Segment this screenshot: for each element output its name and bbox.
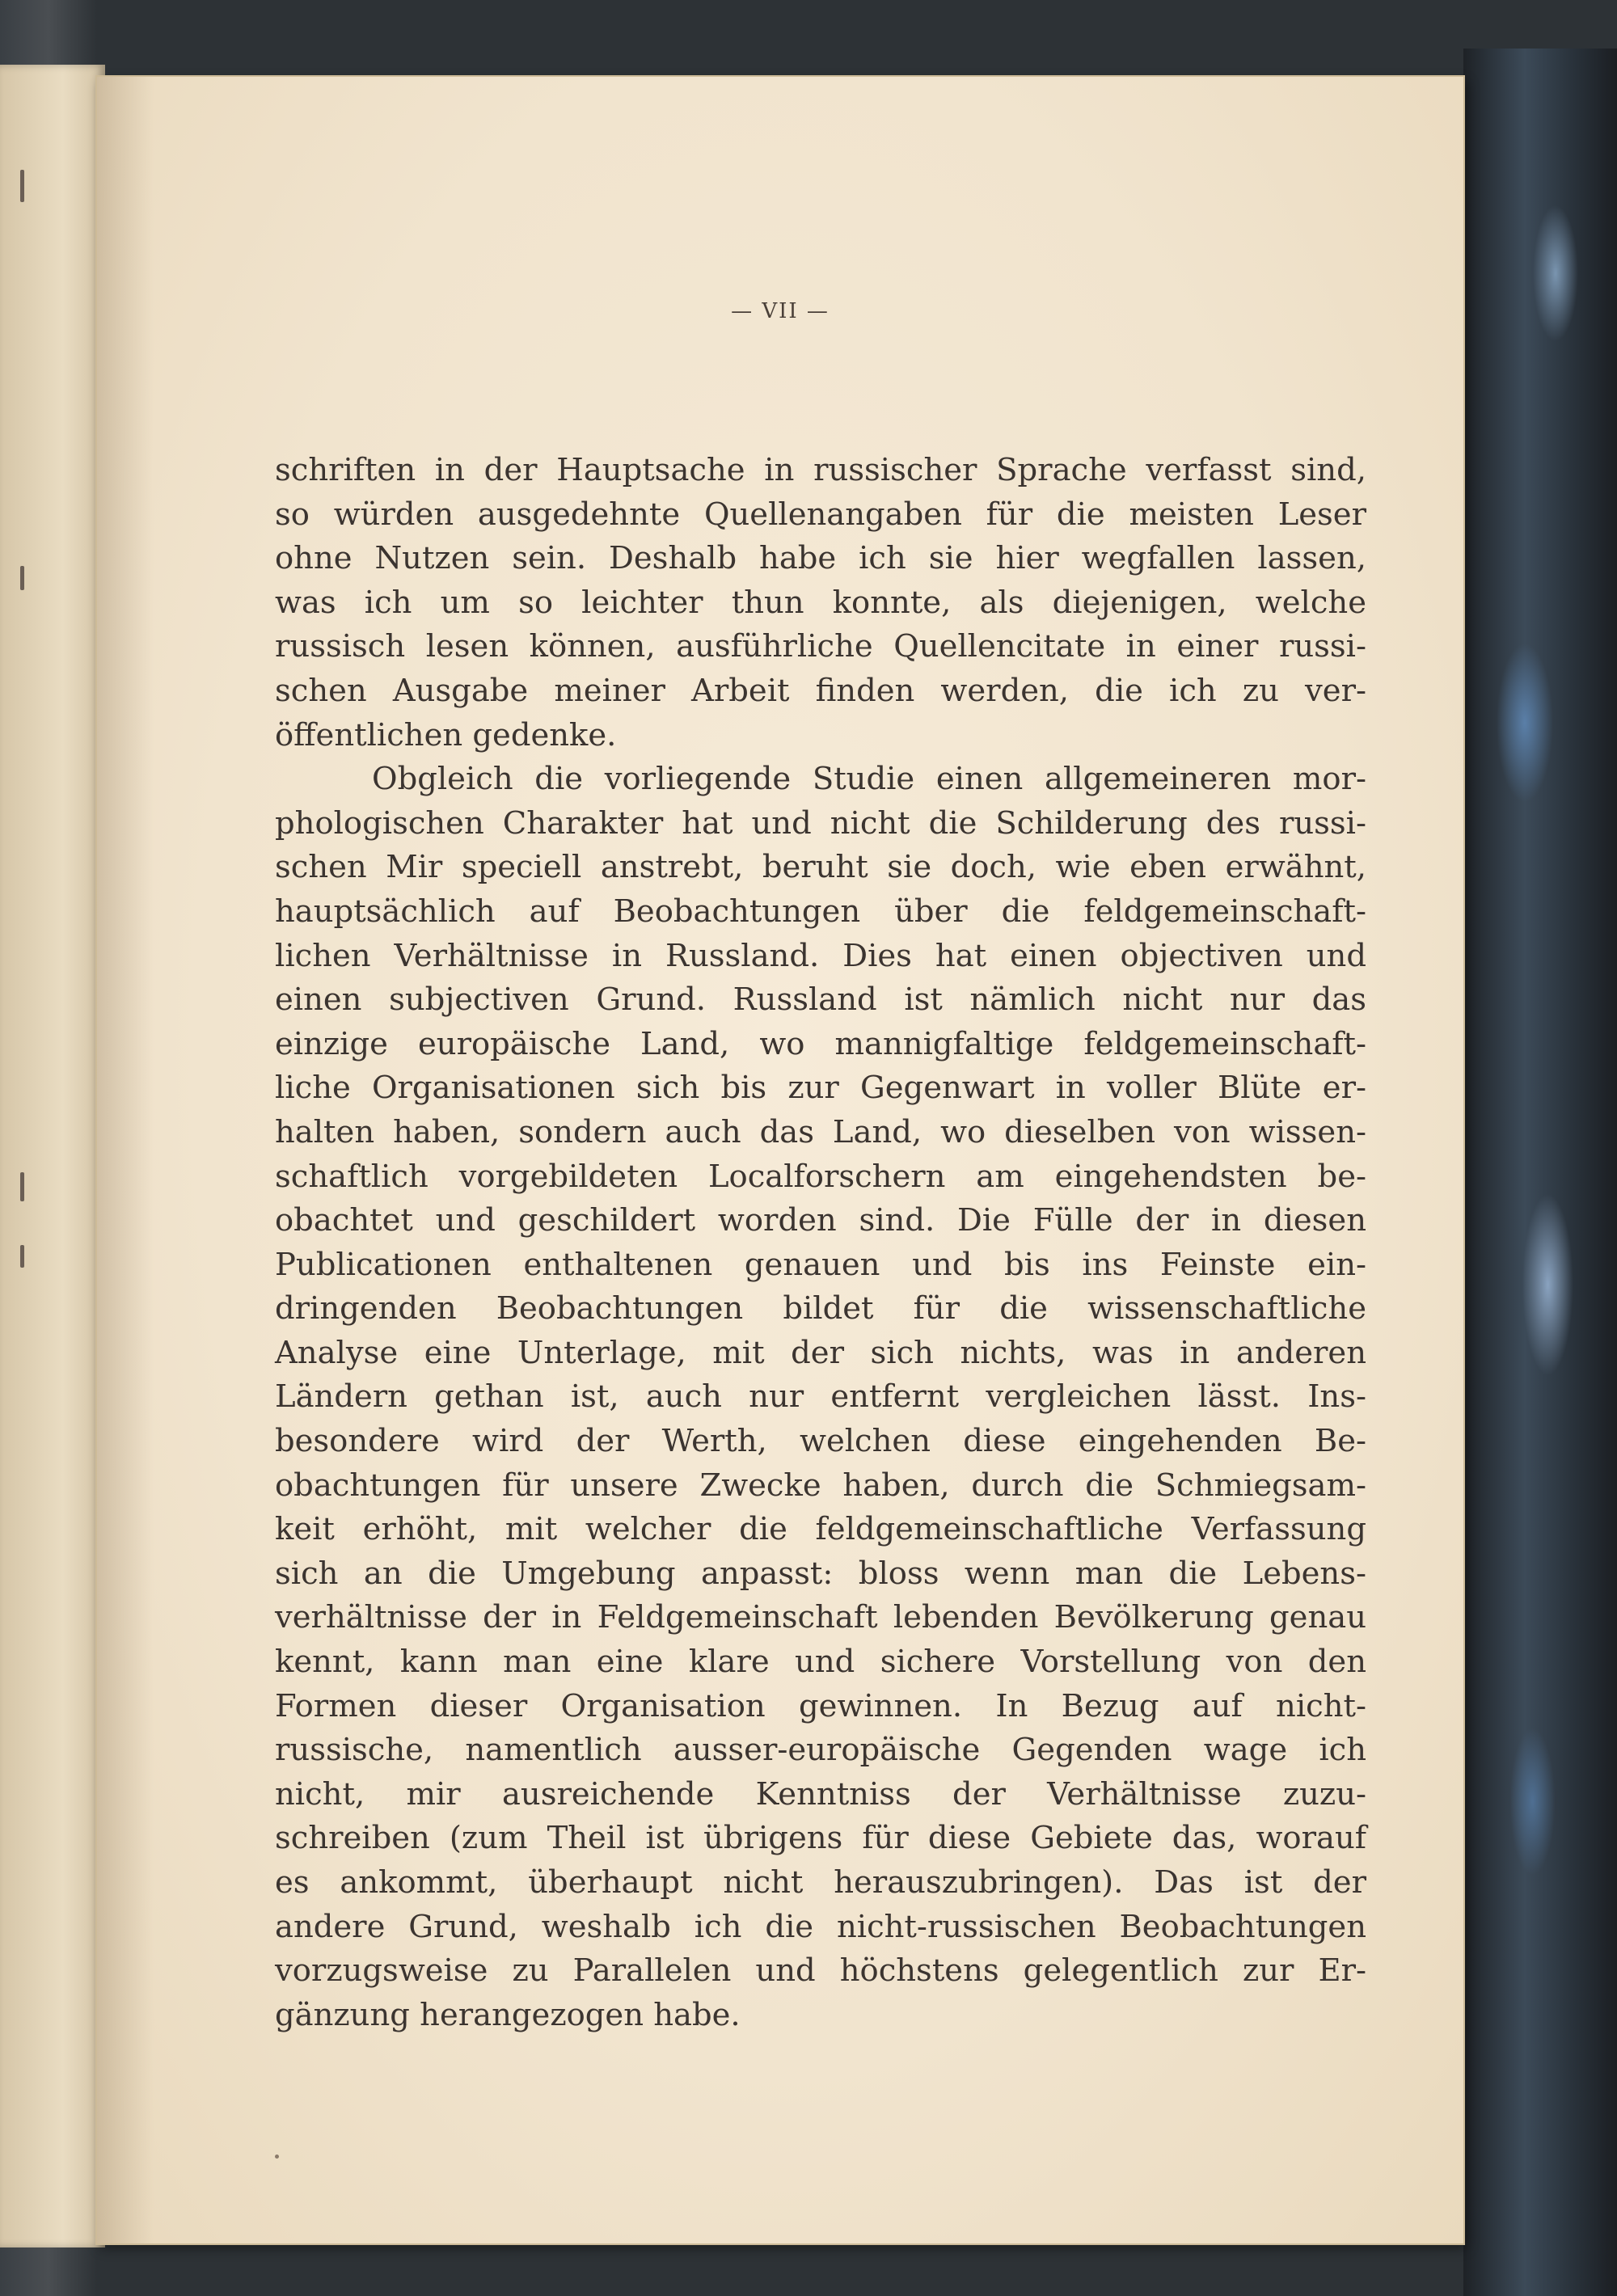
marbled-book-edge — [1463, 49, 1617, 2296]
text-line: dringenden Beobachtungen bildet für die wissenschaftliche — [275, 1290, 1366, 1327]
text-line: so würden ausgedehnte Quellenangaben für die meisten Leser — [275, 496, 1366, 533]
text-line: Obgleich die vorliegende Studie einen allgemeineren mor- — [372, 761, 1366, 798]
text-line: schen Mir speciell anstrebt, beruht sie doch, wie eben erwähnt, — [275, 849, 1366, 886]
text-line: Ländern gethan ist, auch nur entfernt vergleichen lässt. Ins- — [275, 1378, 1366, 1416]
text-line: schen Ausgabe meiner Arbeit finden werden, die ich zu ver- — [275, 672, 1366, 709]
text-line: schaftlich vorgebildeten Localforschern am eingehendsten be- — [275, 1158, 1366, 1195]
text-line: andere Grund, weshalb ich die nicht-russischen Beobachtungen — [275, 1908, 1366, 1945]
text-line: was ich um so leichter thun konnte, als diejenigen, welche — [275, 584, 1366, 621]
text-line: gänzung herangezogen habe. — [275, 1996, 741, 2033]
text-line: Formen dieser Organisation gewinnen. In Bezug auf nicht- — [275, 1687, 1366, 1724]
text-line: liche Organisationen sich bis zur Gegenwart in voller Blüte er- — [275, 1070, 1366, 1107]
page-number-header: — VII — — [731, 299, 830, 323]
text-line: russisch lesen können, ausführliche Quellencitate in einer russi- — [275, 628, 1366, 665]
text-line: russische, namentlich ausser-europäische Gegenden wage ich — [275, 1732, 1366, 1769]
text-line: Publicationen enthaltenen genauen und bis ins Feinste ein- — [275, 1246, 1366, 1283]
page-body-text — [275, 449, 1366, 2037]
text-line: öffentlichen gedenke. — [275, 716, 617, 753]
text-line: sich an die Umgebung anpasst: bloss wenn man die Lebens- — [275, 1555, 1366, 1592]
text-line: nicht, mir ausreichende Kenntniss der Verhältnisse zuzu- — [275, 1775, 1366, 1813]
text-line: einzige europäische Land, wo mannigfaltige feldgemeinschaft- — [275, 1025, 1366, 1062]
text-line: obachtet und geschildert worden sind. Die Fülle der in diesen — [275, 1202, 1366, 1239]
text-line: besondere wird der Werth, welchen diese eingehenden Be- — [275, 1423, 1366, 1460]
text-line: hauptsächlich auf Beobachtungen über die feldgemeinschaft- — [275, 893, 1366, 930]
text-line: kennt, kann man eine klare und sichere Vorstellung von den — [275, 1644, 1366, 1681]
text-line: Analyse eine Unterlage, mit der sich nichts, was in anderen — [275, 1334, 1366, 1371]
text-line: es ankommt, überhaupt nicht herauszubringen). Das ist der — [275, 1864, 1366, 1901]
pencil-mark — [20, 566, 24, 590]
pencil-mark — [20, 170, 24, 202]
text-line: keit erhöht, mit welcher die feldgemeinschaftliche Verfassung — [275, 1511, 1366, 1548]
pencil-mark — [20, 1245, 24, 1268]
pencil-mark — [20, 1172, 24, 1201]
text-line: obachtungen für unsere Zwecke haben, durch die Schmiegsam- — [275, 1467, 1366, 1504]
text-line: verhältnisse der in Feldgemeinschaft lebenden Bevölkerung genau — [275, 1599, 1366, 1636]
text-line: phologischen Charakter hat und nicht die Schilderung des russi- — [275, 804, 1366, 842]
text-line: halten haben, sondern auch das Land, wo dieselben von wissen- — [275, 1113, 1366, 1150]
text-line: vorzugsweise zu Parallelen und höchstens gelegentlich zur Er- — [275, 1952, 1366, 1990]
text-line: einen subjectiven Grund. Russland ist nämlich nicht nur das — [275, 981, 1366, 1019]
ink-speck — [275, 2155, 279, 2159]
book-page — [97, 77, 1463, 2243]
text-line: schriften in der Hauptsache in russischer Sprache verfasst sind, — [275, 452, 1366, 488]
text-line: lichen Verhältnisse in Russland. Dies hat einen objectiven und — [275, 937, 1366, 974]
left-page-edge — [0, 65, 105, 2247]
text-line: ohne Nutzen sein. Deshalb habe ich sie hier wegfallen lassen, — [275, 540, 1366, 577]
text-line: schreiben (zum Theil ist übrigens für diese Gebiete das, worauf — [275, 1820, 1366, 1857]
